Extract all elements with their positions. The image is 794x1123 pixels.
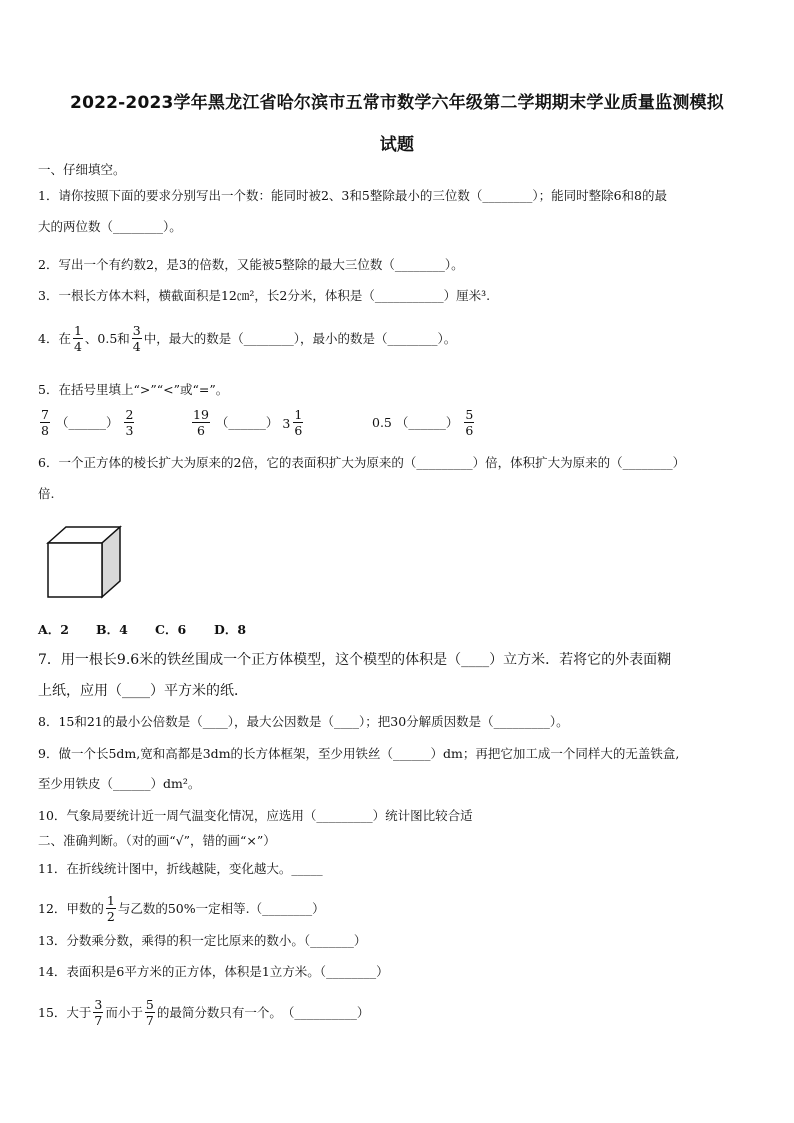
q5-d-num: 1 [294, 407, 303, 422]
q4-f1-den: 4 [73, 339, 82, 354]
q5-compare-3 [372, 408, 476, 439]
q5-f-den: 6 [465, 423, 474, 438]
q15-n2: 5 [145, 997, 154, 1012]
q5-d-den: 6 [294, 423, 303, 438]
q5-a-den: 8 [41, 423, 49, 438]
q4-f2-den: 4 [132, 339, 141, 354]
q5-b-den: 3 [125, 423, 134, 438]
question-6-line1: 6．一个正方体的棱长扩大为原来的2倍，它的表面积扩大为原来的（_________）倍，体积扩大为原来的（________） [38, 455, 686, 470]
q5-a-num: 7 [41, 407, 49, 422]
question-9-line1: 9．做一个长5dm,宽和高都是3dm的长方体框架，至少用铁丝（______）dm；再把它加工成一个同样大的无盖铁盒, [38, 746, 680, 761]
question-5: 5．在括号里填上“>”“<”或“=”。 [38, 382, 229, 397]
q12-prefix: 12．甲数的 [38, 901, 104, 916]
section-1-heading: 一、仔细填空。 [38, 162, 126, 177]
question-2: 2．写出一个有约数2，是3的倍数，又能被5整除的最大三位数（________）。 [38, 257, 464, 272]
option-a: A．2 [38, 622, 69, 637]
q12-suffix: 与乙数的50%一定相等.（________） [117, 901, 325, 916]
q5-e: 0.5 [372, 415, 392, 430]
question-1-line1: 1．请你按照下面的要求分别写出一个数：能同时被2、3和5整除最小的三位数（________）；能同时整除6和8的最 [38, 188, 667, 203]
q5-b-num: 2 [125, 407, 134, 422]
q15-suffix: 的最简分数只有一个。 （__________） [156, 1005, 370, 1020]
q5-compare-1 [38, 408, 136, 439]
q4-fraction-1 [73, 323, 83, 354]
q5-d-whole: 3 [282, 415, 291, 431]
q12-den: 2 [106, 909, 115, 924]
section-2-heading: 二、准确判断。（对的画“√”，错的画“×”） [38, 833, 276, 848]
q12-num: 1 [106, 893, 115, 908]
question-6-line2: 倍. [38, 486, 55, 501]
q15-n1: 3 [94, 997, 103, 1012]
question-11: 11．在折线统计图中，折线越陡，变化越大。_____ [38, 861, 323, 876]
q5-blank-2: （______） [215, 415, 279, 430]
page-title-line1: 2022-2023学年黑龙江省哈尔滨市五常市数学六年级第二学期期末学业质量监测模拟 [70, 93, 724, 113]
q5-f-num: 5 [465, 407, 474, 422]
q15-fraction-2 [145, 997, 155, 1028]
q5-c-num: 19 [193, 407, 209, 422]
question-9-line2: 至少用铁皮（______）dm²。 [38, 776, 201, 791]
q12-fraction [106, 893, 116, 924]
question-7-line2: 上纸，应用（____）平方米的纸． [38, 683, 248, 699]
question-1-line2: 大的两位数（________）。 [38, 219, 182, 234]
q5-a [40, 407, 50, 438]
q4-prefix: 4．在 [38, 331, 71, 346]
option-d: D．8 [214, 622, 247, 637]
q5-c-den: 6 [192, 422, 210, 438]
q5-blank-1: （______） [55, 415, 119, 430]
q4-f2-num: 3 [132, 323, 141, 338]
q5-f [464, 407, 474, 438]
question-7-line1: 7．用一根长9.6米的铁丝围成一个正方体模型，这个模型的体积是（____）立方米．若将它的外表面糊 [38, 652, 672, 668]
question-4 [38, 324, 456, 355]
q5-b [124, 407, 134, 438]
q5-c [192, 407, 210, 438]
q5-blank-3: （______） [395, 415, 459, 430]
question-3: 3．一根长方体木料，横截面积是12㎝²，长2分米，体积是（___________）厘米³. [38, 288, 491, 303]
question-8: 8．15和21的最小公倍数是（____），最大公因数是（____）；把30分解质因数是（_________）。 [38, 714, 569, 729]
q5-compare-2 [190, 408, 305, 439]
q15-mid: 而小于 [105, 1005, 143, 1020]
q15-prefix: 15．大于 [38, 1005, 92, 1020]
page-title-line2: 试题 [379, 135, 415, 155]
cube-figure [46, 525, 122, 599]
question-13: 13．分数乘分数，乘得的积一定比原来的数小。（_______） [38, 933, 367, 948]
option-b: B．4 [96, 622, 128, 637]
option-c: C．6 [155, 622, 187, 637]
question-14: 14．表面积是6平方米的正方体，体积是1立方米。（________） [38, 964, 389, 979]
q15-fraction-1 [93, 997, 103, 1028]
q4-mid: 、0.5和 [84, 331, 130, 346]
q4-fraction-2 [132, 323, 142, 354]
question-10: 10．气象局要统计近一周气温变化情况，应选用（_________）统计图比较合适 [38, 808, 473, 823]
q5-d [282, 408, 305, 439]
q15-d1: 7 [94, 1013, 103, 1028]
q4-f1-num: 1 [73, 323, 82, 338]
q4-suffix: 中，最大的数是（________），最小的数是（________）。 [143, 331, 457, 346]
question-12 [38, 894, 325, 925]
question-15 [38, 998, 369, 1029]
q15-d2: 7 [145, 1013, 154, 1028]
